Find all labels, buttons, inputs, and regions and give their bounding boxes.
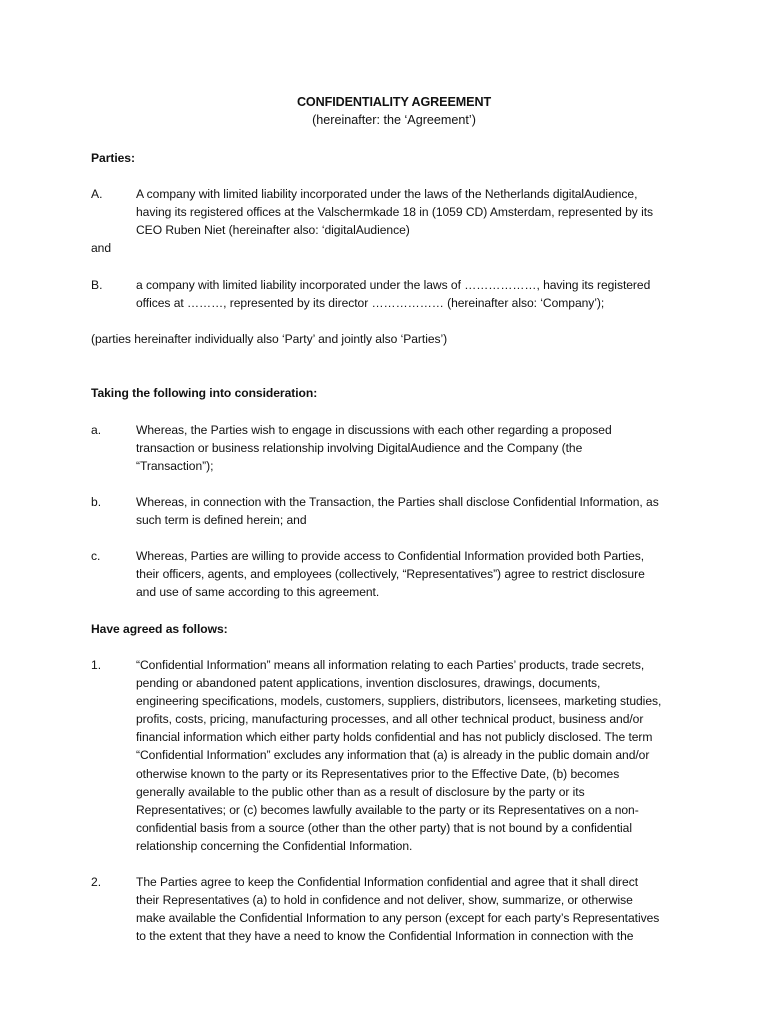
clause-2-label: 2.: [91, 875, 102, 889]
recital-line: their officers, agents, and employees (collectively, “Representatives”) agree to restrict disclosure: [136, 567, 645, 582]
clause-line: their Representatives (a) to hold in confidence and not deliver, show, summarize, or otherwise: [136, 893, 633, 908]
consideration-heading: Taking the following into consideration:: [91, 386, 318, 400]
clause-1-label: 1.: [91, 658, 102, 672]
parties-heading: Parties:: [91, 151, 135, 165]
party-b-line: a company with limited liability incorporated under the laws of ………………, having its registered: [136, 278, 651, 292]
party-b-text: [136, 276, 706, 312]
clause-line: “Confidential Information” excludes any information that (a) is already in the public domain and/or: [136, 748, 650, 763]
recital-line: such term is defined herein; and: [136, 513, 307, 528]
party-a-line: CEO Ruben Niet (hereinafter also: ‘digitalAudience): [136, 223, 410, 238]
document-subtitle: (hereinafter: the ‘Agreement’): [312, 113, 476, 127]
party-b-line: offices at ………, represented by its director ……………… (hereinafter also: ‘Company’);: [136, 296, 605, 311]
and-text: and: [91, 241, 112, 255]
recital-c-text: [136, 547, 706, 601]
recital-line: Whereas, Parties are willing to provide access to Confidential Information provided both Parties,: [136, 549, 645, 563]
recital-line: and use of same according to this agreement.: [136, 585, 380, 600]
parties-note: (parties hereinafter individually also ‘Party’ and jointly also ‘Parties’): [91, 332, 448, 346]
clause-line: “Confidential Information” means all information relating to each Parties’ products, trade secrets,: [136, 658, 645, 672]
recital-line: “Transaction”);: [136, 459, 214, 474]
party-b-label: B.: [91, 278, 103, 292]
recital-a-text: [136, 421, 706, 475]
clause-line: Representatives; or (c) becomes lawfully available to the party or its Representatives on a non-: [136, 802, 639, 817]
document-title: CONFIDENTIALITY AGREEMENT: [296, 95, 492, 109]
agreed-heading: Have agreed as follows:: [91, 622, 228, 636]
recital-line: Whereas, the Parties wish to engage in discussions with each other regarding a proposed: [136, 423, 612, 437]
clause-2-text: [136, 873, 706, 945]
recital-c-label: c.: [91, 549, 101, 563]
party-a-line: having its registered offices at the Valschermkade 18 in (1059 CD) Amsterdam, represented by its: [136, 205, 654, 220]
clause-line: make available the Confidential Information to any person (except for each party’s Representatives: [136, 911, 660, 926]
clause-line: confidential basis from a source (other than the other party) that is not bound by a confidential: [136, 820, 632, 835]
party-a-line: A company with limited liability incorporated under the laws of the Netherlands digitalAudience,: [136, 187, 638, 201]
clause-line: profits, costs, pricing, manufacturing processes, and all other technical product, business and/or: [136, 712, 644, 727]
party-a-label: A.: [91, 187, 103, 201]
recital-b-text: [136, 493, 706, 529]
clause-line: otherwise known to the party or its Representatives prior to the Effective Date, (b) becomes: [136, 766, 620, 781]
recital-line: Whereas, in connection with the Transaction, the Parties shall disclose Confidential Information, as: [136, 495, 659, 509]
clause-line: to the extent that they have a need to know the Confidential Information in connection with the: [136, 929, 634, 944]
clause-line: generally available to the public other than as a result of disclosure by the party or its: [136, 784, 585, 799]
clause-line: The Parties agree to keep the Confidential Information confidential and agree that it shall direct: [136, 875, 638, 889]
clause-1-text: [136, 656, 706, 855]
party-a-text: [136, 185, 706, 239]
recital-line: transaction or business relationship involving DigitalAudience and the Company (the: [136, 441, 583, 456]
recital-b-label: b.: [91, 495, 102, 509]
clause-line: financial information which either party holds confidential and has not publicly disclosed. The term: [136, 730, 653, 745]
clause-line: engineering specifications, models, customers, suppliers, distributors, licensees, marketing studies,: [136, 694, 662, 709]
clause-line: pending or abandoned patent applications, invention disclosures, drawings, documents,: [136, 676, 601, 691]
clause-line: relationship concerning the Confidential Information.: [136, 838, 413, 853]
recital-a-label: a.: [91, 423, 102, 437]
